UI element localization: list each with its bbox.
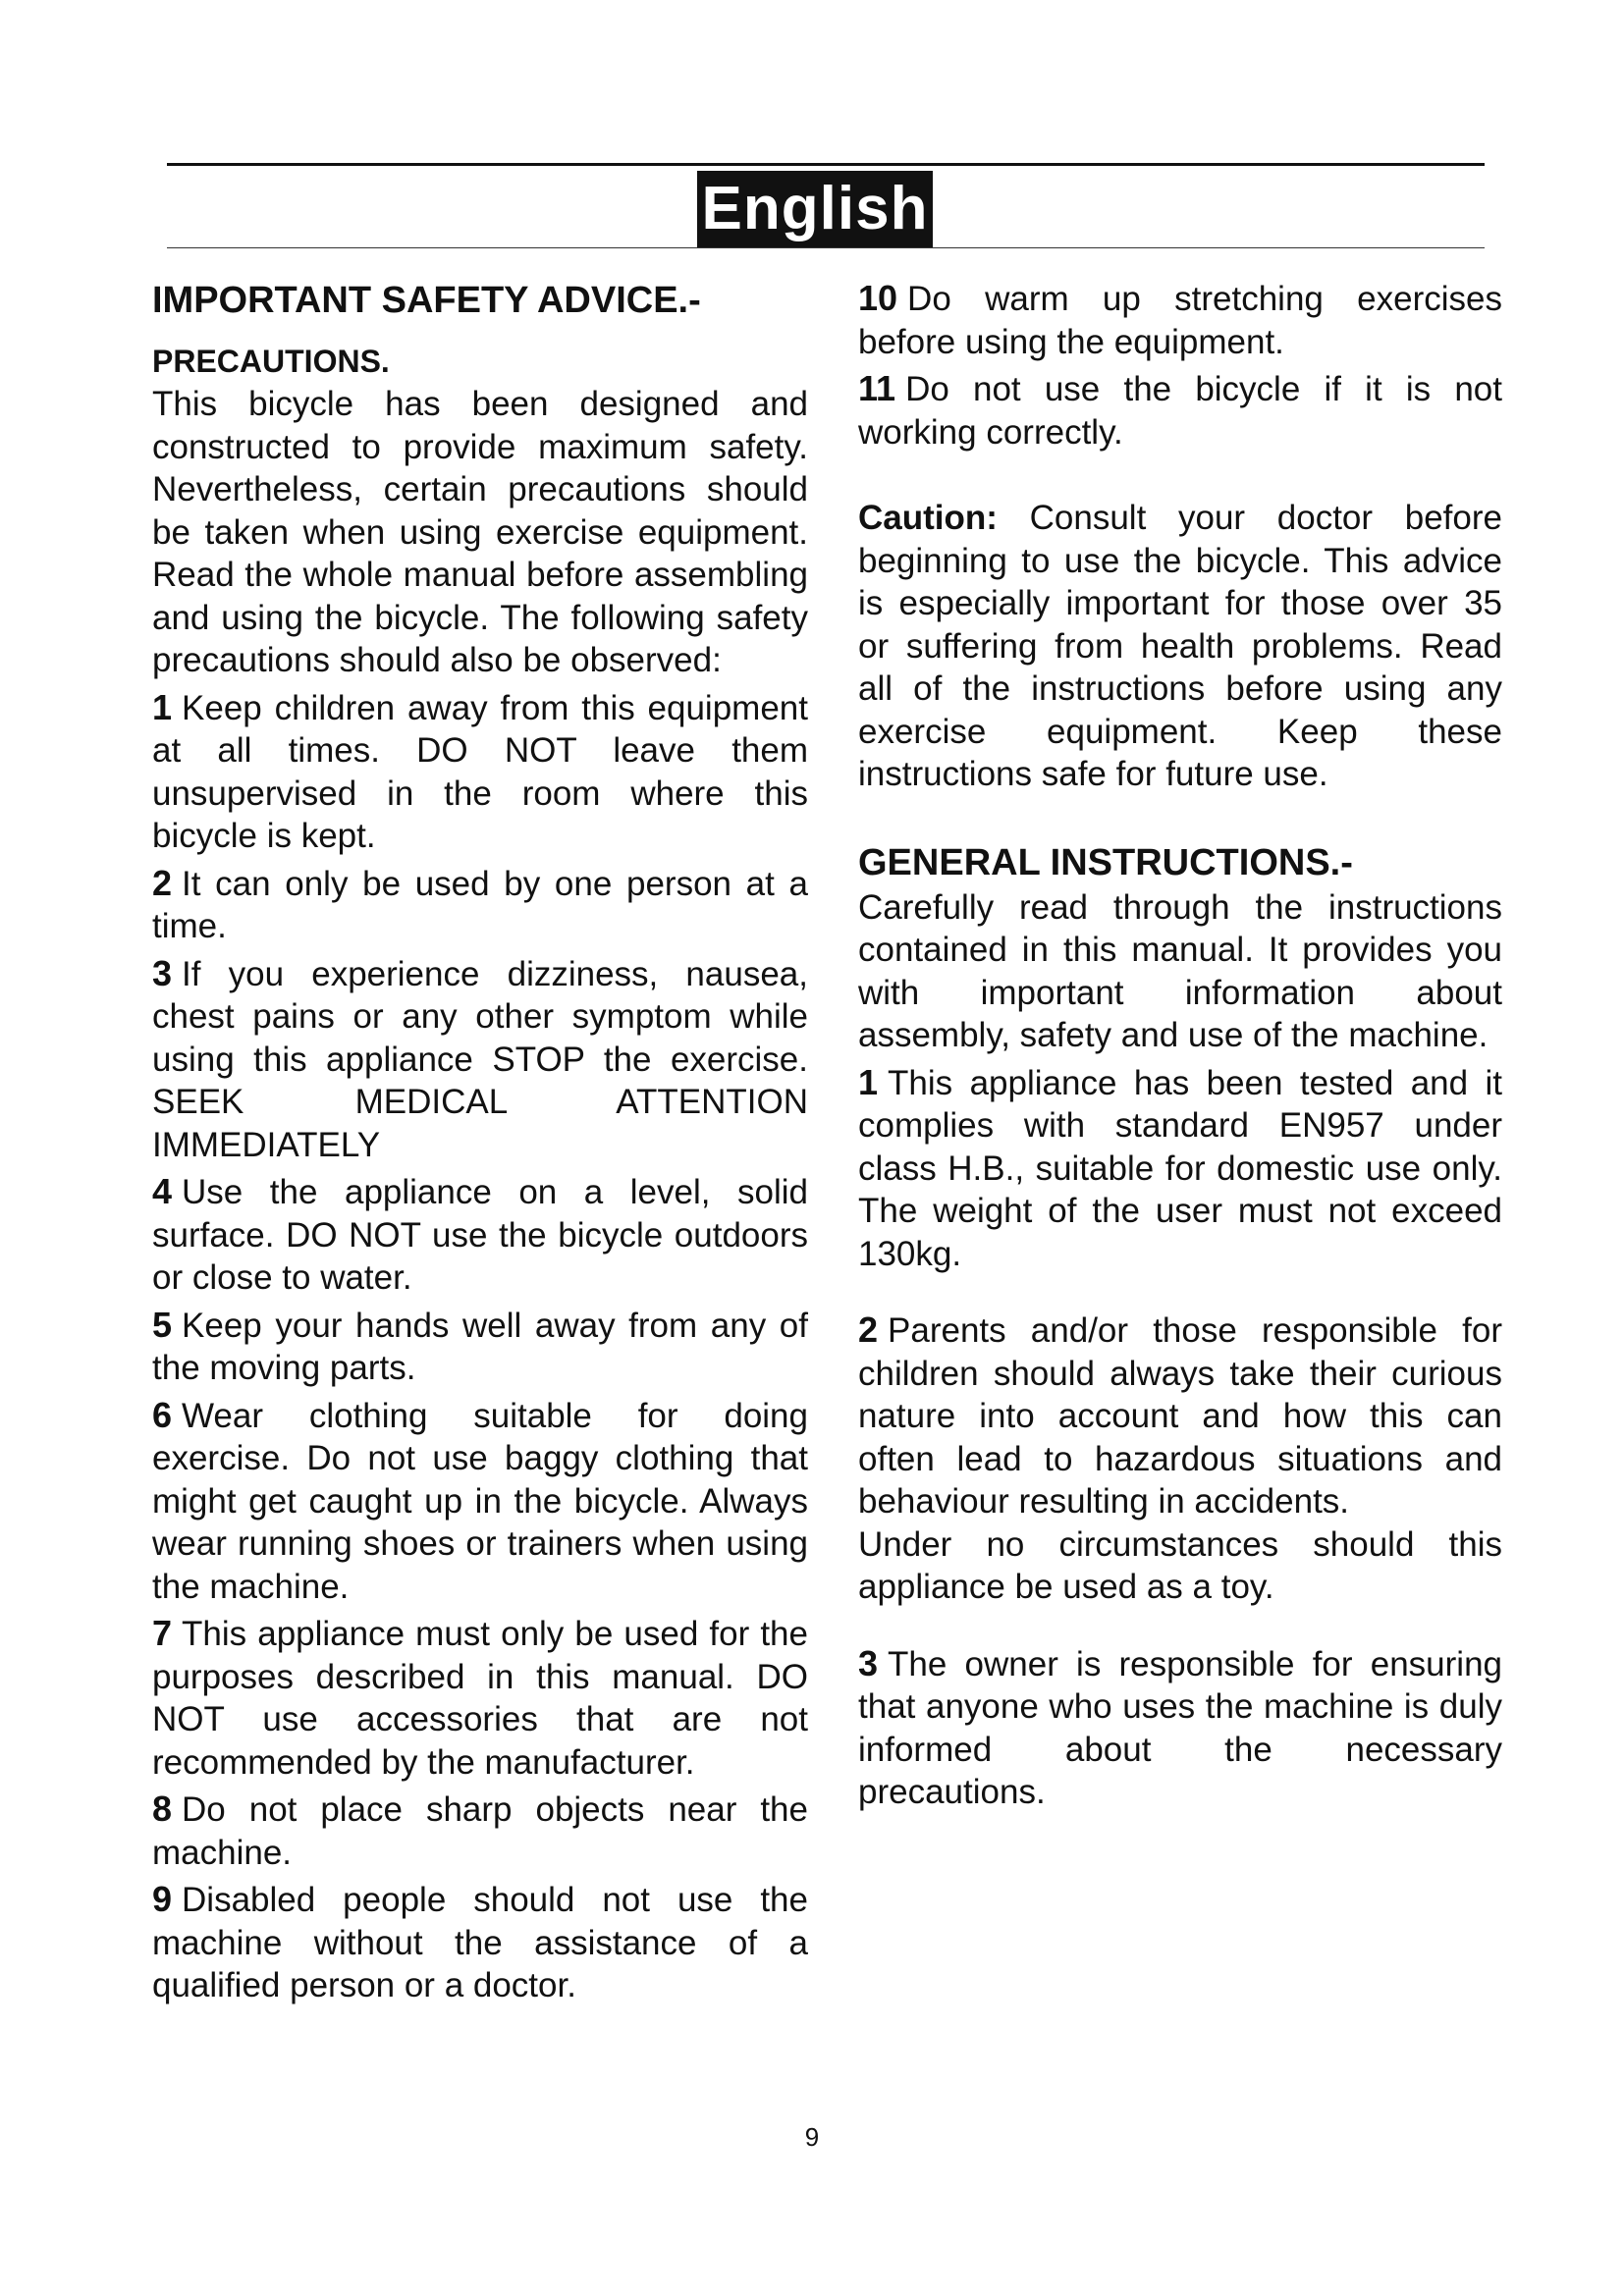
- item-number: 10: [858, 278, 898, 318]
- header-rule-top: [167, 163, 1485, 166]
- item-number: 1: [152, 686, 173, 727]
- caution-paragraph: [858, 497, 1502, 796]
- safety-advice-title: IMPORTANT SAFETY ADVICE.-: [152, 280, 701, 321]
- precaution-item: [152, 1170, 808, 1300]
- right-column: [858, 277, 1502, 1814]
- item-text: Do not place sharp objects near the machine.: [152, 1790, 808, 1872]
- item-text: It can only be used by one person at a time.: [152, 864, 808, 945]
- item-number: 3: [152, 952, 173, 993]
- item-number: 6: [152, 1394, 173, 1435]
- precaution-item: [152, 1612, 808, 1784]
- item-number: 11: [858, 368, 896, 408]
- item-text: Keep children away from this equipment at all times. DO NOT leave them unsupervised in the room where this bicycle is kept.: [152, 688, 808, 855]
- precaution-item: [152, 1304, 808, 1390]
- precaution-item: [152, 1878, 808, 2007]
- item-number: 4: [152, 1171, 173, 1211]
- item-text: Disabled people should not use the machine without the assistance of a qualified person or a doctor.: [152, 1881, 808, 2004]
- general-item-note: Under no circumstances should this appliance be used as a toy.: [858, 1524, 1502, 1606]
- page-number: 9: [804, 2122, 820, 2152]
- item-text: Use the appliance on a level, solid surface. DO NOT use the bicycle outdoors or close to water.: [152, 1173, 808, 1297]
- precaution-item: [152, 686, 808, 858]
- item-text: Parents and/or those responsible for children should always take their curious nature into account and how this can often lead to hazardous situations and behaviour resulting in accidents.: [858, 1311, 1502, 1521]
- item-number: 3: [858, 1642, 879, 1683]
- caution-label: Caution:: [858, 499, 998, 537]
- general-item: [858, 1308, 1502, 1523]
- item-number: 1: [858, 1061, 879, 1102]
- item-number: 2: [152, 862, 173, 903]
- item-number: 8: [152, 1789, 173, 1829]
- precaution-item: [858, 367, 1502, 454]
- item-number: 2: [858, 1309, 879, 1350]
- item-text: Do not use the bicycle if it is not working correctly.: [858, 370, 1502, 452]
- language-label: English: [697, 171, 933, 247]
- item-text: Keep your hands well away from any of the moving parts.: [152, 1306, 808, 1387]
- left-column: [152, 277, 808, 2011]
- precaution-item: [858, 277, 1502, 363]
- item-text: The owner is responsible for ensuring that anyone who uses the machine is duly informed about the necessary precautions.: [858, 1644, 1502, 1811]
- precautions-intro: This bicycle has been designed and constructed to provide maximum safety. Nevertheless, certain precautions should be taken when using exercise equipment. Read the whole manual before assembling and using the bicycle. The following safety precautions should also be observed:: [152, 385, 808, 679]
- item-number: 7: [152, 1613, 173, 1653]
- general-instructions-title: GENERAL INSTRUCTIONS.-: [858, 841, 1353, 883]
- precaution-item: [152, 1394, 808, 1609]
- item-text: This appliance has been tested and it complies with standard EN957 under class H.B., suitable for domestic use only. The weight of the user must not exceed 130kg.: [858, 1063, 1502, 1273]
- general-intro: Carefully read through the instructions contained in this manual. It provides you with important information about assembly, safety and use of the machine.: [858, 887, 1502, 1054]
- precaution-item: [152, 1788, 808, 1874]
- item-text: Wear clothing suitable for doing exercise. Do not use baggy clothing that might get caught up in the bicycle. Always wear running shoes or trainers when using the machine.: [152, 1396, 808, 1606]
- header-rule-bottom: [167, 247, 1485, 248]
- caution-text: Consult your doctor before beginning to use the bicycle. This advice is especially important for those over 35 or suffering from health problems. Read all of the instructions before using any exercise equipment. Keep these instructions safe for future use.: [858, 499, 1502, 793]
- item-text: If you experience dizziness, nausea, chest pains or any other symptom while using this appliance STOP the exercise. SEEK MEDICAL ATTENTION IMMEDIATELY: [152, 954, 808, 1164]
- item-number: 5: [152, 1304, 173, 1345]
- precaution-item: [152, 862, 808, 948]
- general-item: [858, 1061, 1502, 1276]
- general-item: [858, 1642, 1502, 1814]
- item-text: Do warm up stretching exercises before using the equipment.: [858, 280, 1502, 361]
- precaution-item: [152, 952, 808, 1167]
- item-number: 9: [152, 1879, 173, 1919]
- precautions-subtitle: PRECAUTIONS.: [152, 344, 390, 379]
- item-text: This appliance must only be used for the purposes described in this manual. DO NOT use accessories that are not recommended by the manufacturer.: [152, 1615, 808, 1782]
